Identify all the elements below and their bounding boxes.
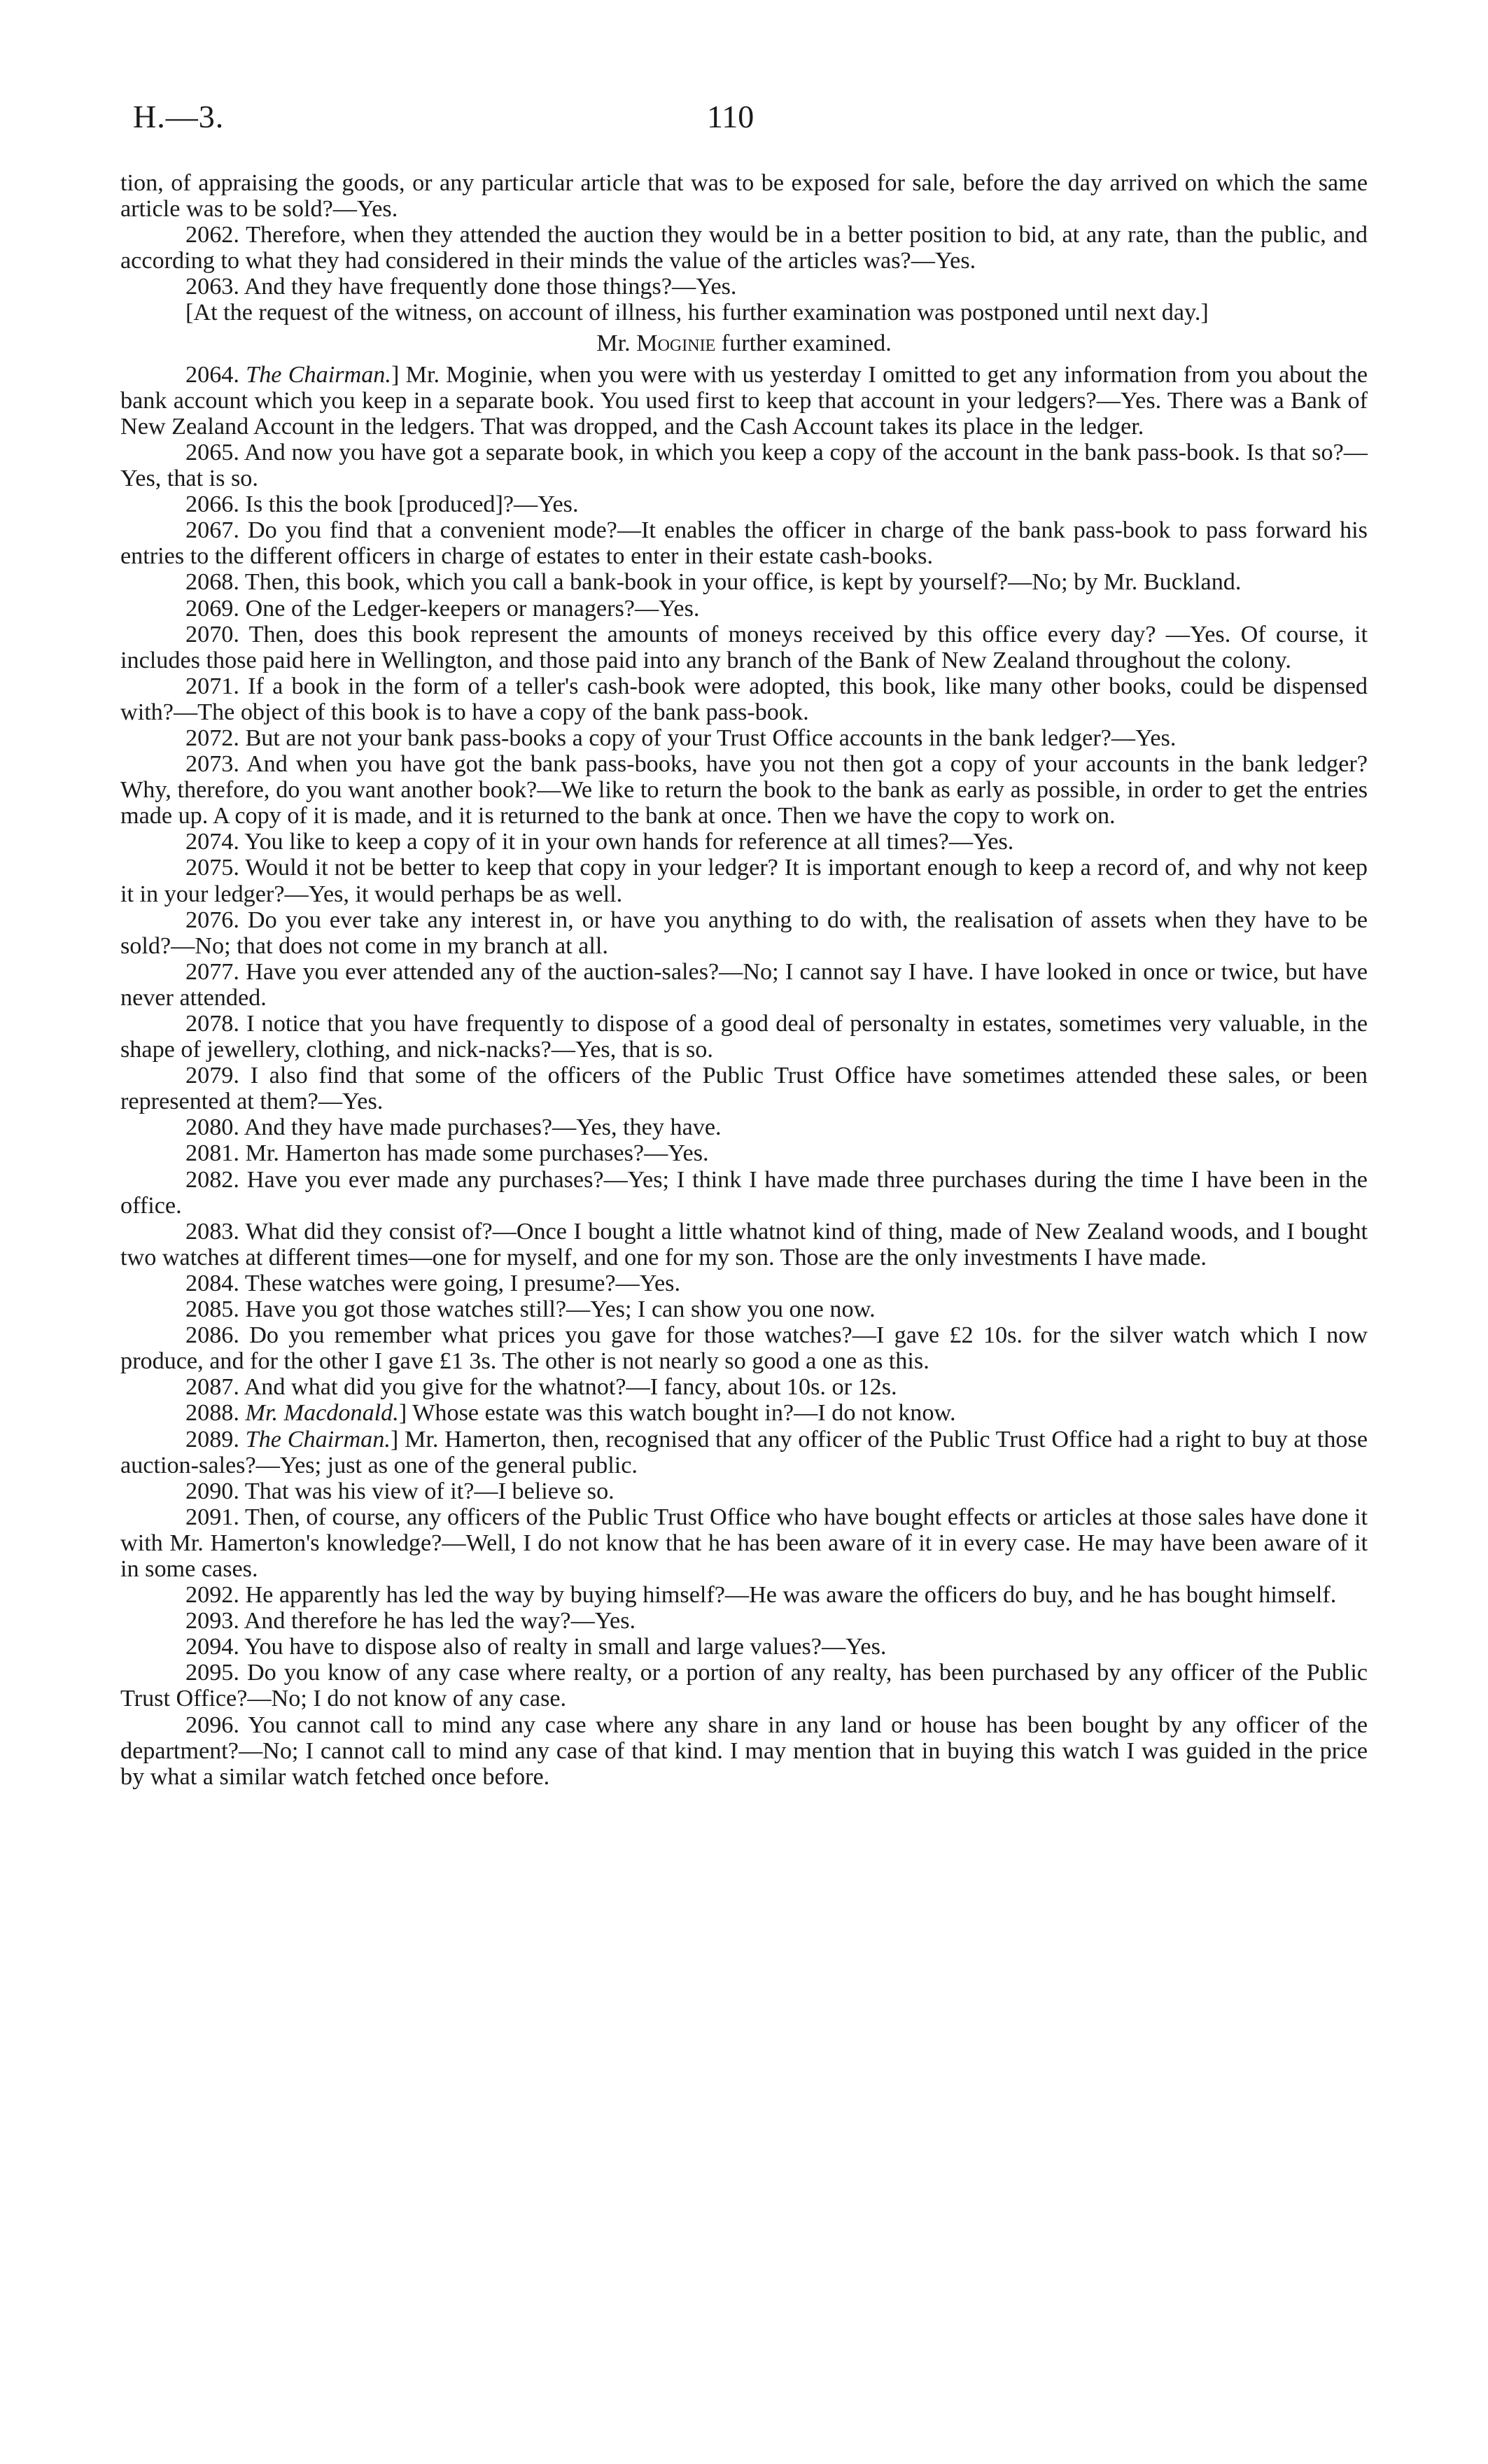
paragraph-2068: 2068. Then, this book, which you call a bank-book in your office, is kept by yourself?—No; by Mr. Buckland. <box>185 569 1242 596</box>
question-text: ] Mr. Hamerton, then, recognised that any officer of the Public Trust Office had a right to buy at those auction-sales?—Yes; just as one of the general public. <box>120 1426 1368 1478</box>
heading-suffix: further examined. <box>715 330 892 356</box>
paragraph-2077: 2077. Have you ever attended any of the auction-sales?—No; I cannot say I have. I have looked in once or twice, but have never attended. <box>120 958 1368 1011</box>
paragraph-2083: 2083. What did they consist of?—Once I bought a little whatnot kind of thing, made of New Zealand woods, and I bought two watches at different times—one for myself, and one for my son. Those are the only investments I have made. <box>120 1218 1368 1270</box>
heading-prefix: Mr. <box>596 330 637 356</box>
speaker-name: The Chairman. <box>245 1426 391 1452</box>
paragraph-2074: 2074. You like to keep a copy of it in your own hands for reference at all times?—Yes. <box>185 829 1014 855</box>
paragraph-2078: 2078. I notice that you have frequently to dispose of a good deal of personalty in estates, sometimes very valuable, in the shape of jewellery, clothing, and nick-nacks?—Yes, that is so. <box>120 1011 1368 1063</box>
paragraph-2063: 2063. And they have frequently done those things?—Yes. <box>185 274 737 300</box>
paragraph-2080: 2080. And they have made purchases?—Yes, they have. <box>185 1114 722 1141</box>
paragraph-2075: 2075. Would it not be better to keep that copy in your ledger? It is important enough to keep a record of, and why not keep it in your ledger?—Yes, it would perhaps be as well. <box>120 855 1368 907</box>
question-text: ] Mr. Moginie, when you were with us yesterday I omitted to get any information from you about the bank account which you keep in a separate book. You used first to keep that account in your ledgers?—Yes. There was a Bank of New Zealand Account in the ledgers. That was dropped, and the Cash Account takes its place in the ledger. <box>120 361 1368 440</box>
paragraph-2082: 2082. Have you ever made any purchases?—Yes; I think I have made three purchases during the time I have been in the office. <box>120 1166 1368 1219</box>
question-number: 2064. <box>185 361 246 388</box>
speaker-name: The Chairman. <box>246 361 391 388</box>
bracketed-note: [At the request of the witness, on account of illness, his further examination was postponed until next day.] <box>185 300 1209 326</box>
paragraph-2072: 2072. But are not your bank pass-books a copy of your Trust Office accounts in the bank ledger?—Yes. <box>185 724 1177 751</box>
paragraph-2064 <box>120 362 1368 440</box>
page-number: 110 <box>707 99 754 134</box>
paragraph-2073: 2073. And when you have got the bank pass-books, have you not then got a copy of your accounts in the bank ledger? Why, therefore, do you want another book?—We like to return the book to the bank as early as possible, in order to get the entries made up. A copy of it is made, and it is returned to the bank at once. Then we have the copy to work on. <box>120 751 1368 830</box>
speaker-name: Mr. Macdonald. <box>245 1400 399 1427</box>
paragraph-2091: 2091. Then, of course, any officers of the Public Trust Office who have bought effects or articles at those sales have done it with Mr. Hamerton's knowledge?—Well, I do not know that he has been aware of it in every case. He may have been aware of it in some cases. <box>120 1504 1368 1582</box>
paragraph-2076: 2076. Do you ever take any interest in, or have you anything to do with, the realisation of assets when they have to be sold?—No; that does not come in my branch at all. <box>120 906 1368 959</box>
paragraph-2088 <box>120 1400 1368 1426</box>
paragraph-continuation: tion, of appraising the goods, or any particular article that was to be exposed for sale, before the day arrived on which the same article was to be sold?—Yes. <box>120 170 1368 223</box>
paragraph-2066: 2066. Is this the book [produced]?—Yes. <box>185 491 579 518</box>
heading-witness-name: Moginie <box>636 330 716 356</box>
paragraph-2092: 2092. He apparently has led the way by buying himself?—He was aware the officers do buy, and he has bought himself. <box>185 1582 1337 1609</box>
paragraph-2071: 2071. If a book in the form of a teller's cash-book were adopted, this book, like many other books, could be dispensed with?—The object of this book is to have a copy of the bank pass-book. <box>120 673 1368 725</box>
section-heading <box>120 330 1368 356</box>
paragraph-2093: 2093. And therefore he has led the way?—Yes. <box>185 1608 636 1634</box>
paragraph-2085: 2085. Have you got those watches still?—Yes; I can show you one now. <box>185 1296 876 1323</box>
question-text: ] Whose estate was this watch bought in?—I do not know. <box>398 1400 956 1427</box>
paragraph-2062: 2062. Therefore, when they attended the auction they would be in a better position to bid, at any rate, than the public, and according to what they had considered in their minds the value of the articles was?—Yes. <box>120 222 1368 274</box>
question-number: 2089. <box>185 1426 246 1452</box>
paragraph-2089 <box>120 1427 1368 1478</box>
paragraph-2094: 2094. You have to dispose also of realty in small and large values?—Yes. <box>185 1634 887 1660</box>
paragraph-2086: 2086. Do you remember what prices you gave for those watches?—I gave £2 10s. for the silver watch which I now produce, and for the other I gave £1 3s. The other is not nearly so good a one as this. <box>120 1322 1368 1375</box>
paragraph-2070: 2070. Then, does this book represent the amounts of moneys received by this office every day? —Yes. Of course, it includes those paid here in Wellington, and those paid into any branch of the Bank of New Zealand throughout the colony. <box>120 621 1368 673</box>
paragraph-2084: 2084. These watches were going, I presume?—Yes. <box>185 1270 681 1296</box>
paragraph-2087: 2087. And what did you give for the whatnot?—I fancy, about 10s. or 12s. <box>185 1374 897 1401</box>
paragraph-2090: 2090. That was his view of it?—I believe so. <box>185 1478 615 1504</box>
paragraph-2095: 2095. Do you know of any case where realty, or a portion of any realty, has been purchased by any officer of the Public Trust Office?—No; I do not know of any case. <box>120 1660 1368 1712</box>
paragraph-2079: 2079. I also find that some of the officers of the Public Trust Office have sometimes attended these sales, or been represented at them?—Yes. <box>120 1063 1368 1115</box>
document-reference: H.—3. <box>133 99 225 134</box>
paragraph-2067: 2067. Do you find that a convenient mode?—It enables the officer in charge of the bank pass-book to pass forward his entries to the different officers in charge of estates to enter in their estate cash-books. <box>120 517 1368 570</box>
paragraph-2081: 2081. Mr. Hamerton has made some purchases?—Yes. <box>185 1140 709 1167</box>
paragraph-2096: 2096. You cannot call to mind any case where any share in any land or house has been bought by any officer of the department?—No; I cannot call to mind any case of that kind. I may mention that in buying this watch I was guided in the price by what a similar watch fetched once before. <box>120 1712 1368 1790</box>
paragraph-2065: 2065. And now you have got a separate book, in which you keep a copy of the account in the bank pass-book. Is that so?—Yes, that is so. <box>120 439 1368 492</box>
paragraph-2069: 2069. One of the Ledger-keepers or managers?—Yes. <box>185 595 700 622</box>
question-number: 2088. <box>185 1400 246 1427</box>
document-body <box>120 170 1368 1790</box>
